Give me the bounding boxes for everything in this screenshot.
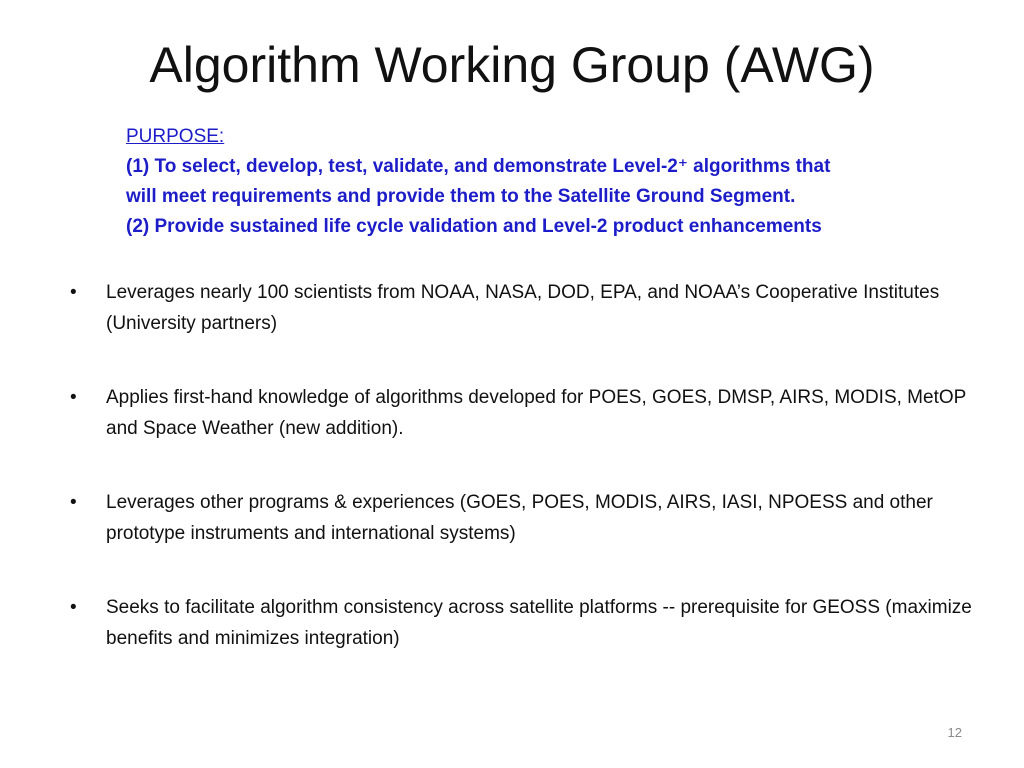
- purpose-block: [126, 122, 1006, 242]
- purpose-line-3: (2) Provide sustained life cycle validation and Level-2 product enhancements: [126, 216, 822, 237]
- bullet-item-programs: [70, 487, 1000, 549]
- bullet-list: [70, 277, 1000, 697]
- bullet-item-scientists: [70, 277, 1000, 339]
- page-number: 12: [947, 725, 962, 740]
- bullet-icon: •: [70, 492, 77, 513]
- purpose-heading: PURPOSE:: [126, 126, 225, 147]
- bullet-icon: •: [70, 282, 77, 303]
- bullet-text: Leverages other programs & experiences (GOES, POES, MODIS, AIRS, IASI, NPOESS and other prototype instruments and international systems): [106, 492, 933, 544]
- slide-title: Algorithm Working Group (AWG): [149, 37, 875, 93]
- bullet-icon: •: [70, 387, 77, 408]
- bullet-icon: •: [70, 597, 77, 618]
- purpose-line-2: will meet requirements and provide them to the Satellite Ground Segment.: [126, 186, 796, 207]
- bullet-item-knowledge: [70, 382, 1000, 444]
- purpose-line-1: (1) To select, develop, test, validate, and demonstrate Level-2⁺ algorithms that: [126, 156, 831, 177]
- bullet-text: Seeks to facilitate algorithm consistency across satellite platforms -- prerequisite for GEOSS (maximize benefits and minimizes integration): [106, 597, 972, 649]
- bullet-text: Leverages nearly 100 scientists from NOAA, NASA, DOD, EPA, and NOAA’s Cooperative Institutes (University partners): [106, 282, 940, 334]
- bullet-text: Applies first-hand knowledge of algorithms developed for POES, GOES, DMSP, AIRS, MODIS, MetOP and Space Weather (new addition).: [106, 387, 966, 439]
- bullet-item-consistency: [70, 592, 1000, 654]
